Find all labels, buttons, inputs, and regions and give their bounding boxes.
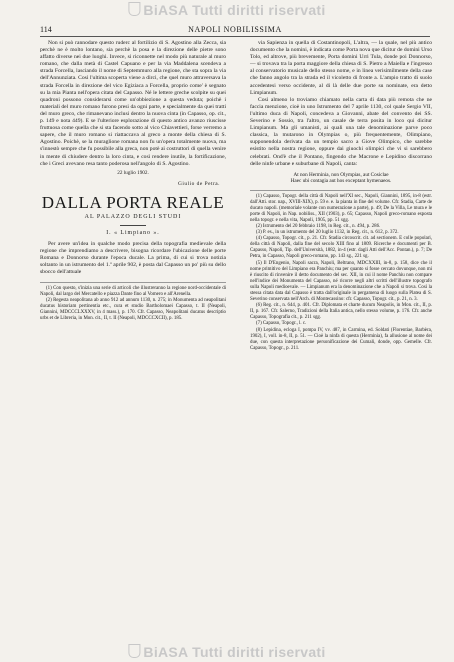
body-paragraph: Così almeno lo troviamo chiamato nella carta di data più remota che ne faccia menzione, cioè in uno Istrumento del 7 aprile 1130, col quale Sergio VII, l'ultimo duca di Napoli, concedeva a Giovanni, abate del convento dei SS. Severino e Sossio, tra l'altro, un casale de terra posita in loco qui dicitur Limpianum. Ma gli umanisti, ai quali una tale denominazione parve poco classica, la mutarono in Olympias o, più frequentemente, Olimpiano, supponendola derivata da un tempio sacro a Giove Olimpico, che sarebbe esistito nella nostra regione, oppure dai giuochi olimpici che vi si sarebbero celebrati. Ond'è che il Pontano, fingendo che Macrone e Lepidino discorrano delle ninfe urbane e suburbane di Napoli, canta:: [250, 96, 432, 167]
watermark-text: BiASA Tutti diritti riservati: [143, 2, 326, 18]
left-column: [40, 40, 226, 322]
article-subtitle: AL PALAZZO DEGLI STUDI: [84, 213, 182, 220]
watermark-text: BiASA Tutti diritti riservati: [143, 644, 326, 660]
title-divider: [120, 225, 146, 226]
right-column: [250, 40, 432, 352]
article-date: 22 luglio 1902.: [117, 169, 149, 176]
intro-paragraph: Per avere un'idea in qualche modo precisa della topografia medievale della regione che imprendiamo a descrivere, bisogna ricordare l'ubicazione delle porte Romana e Donnorso durante l'epoca ducale. La prima, di cui si trova notizia soltanto in un istrumento del 1.º aprile 902, è posta dal Capasso un po' più su dello sbocco dell'attuale: [40, 241, 226, 276]
library-shield-icon: [128, 644, 140, 658]
watermark-top: [128, 2, 325, 18]
footnotes-right: [250, 190, 432, 352]
footnotes-left: [40, 282, 226, 323]
footnote: (3) P. es., in un istrumento del 20 luglio 1132, in Reg. cit., n. 612, p. 372.: [256, 230, 399, 236]
footnote: (1) Con questo, s'inizia una serie di articoli che illustreranno la regione nord-occidentale di Napoli, dal largo del Mercatello e piazza Dante fino al Vomero e all'Arenella.: [40, 285, 226, 297]
watermark-bottom: [128, 644, 325, 660]
section-heading: I. « Limpiano ».: [106, 229, 160, 236]
footnote: (2) Istrumento del 20 febbraio 1198, in Reg. cit., n. 494, p. 286.: [256, 223, 381, 229]
footnote: (1) Capasso, Topogr. della città di Napoli nell'XI sec., Napoli, Giannini, 1895, in-8 (estr. dall'Atti. stor. nap., XVIII-XIX), p. 59 e. e. la pianta in fine del volume. Cfr. Stadia, Carte de ducato napoli. (memoriale volante con numerazione a parte), p. 49; De la Villa, Le mura e le porte di Napoli, in Nap. nobiliss., XII (1903), p. 65; Capasso, Napoli greco-romano esposta nella topogr. e nella vita, Napoli, 1905, pp. 51 sgg.: [250, 193, 432, 223]
verse-line: Haec ubi contagia aut hos exceptant hymenaeos.: [290, 178, 392, 185]
author-signature: Giulio de Petra.: [178, 180, 220, 187]
running-head: NAPOLI NOBILISSIMA: [188, 25, 282, 34]
footnote: (4) Capasso, Topogr. cit., p. 21. Cfr. Stadia circoscrit. cit. ad sectionem. E colle popolari, della città di Napoli, dalla fine del secolo XIII fino al 1809. Ricerche e documenti per B. Capasso, Napoli, Tip. dell'Università, 1882, in-4 (estr. dagli Atti dell'Acc. Pontan.), p. 7; De Petra, in Capasso, Napoli greco-romano, pp. 143 sg., 221 sg.: [250, 236, 432, 260]
footnote: (7) Capasso, Topogr., l. c.: [256, 321, 307, 327]
header-rule: [40, 36, 430, 37]
verse-line: At non Herminia, non Olympias, aut Cosiclae: [293, 171, 389, 178]
article-title: DALLA PORTA REALE: [41, 192, 225, 212]
footnote: (2) Regesta neapolitana ab anno 912 ad annum 1130, n. 275; in Monumenta ad neapolitani ducatus historiam pertinentia etc., cura et studio Bartholomaei Capasso, t. II (Neapoli, Giannini, MDCCCLXXXV, in 4 mass.), p. 170. Cfr. Capasso, Neapolitani ducatus descriptio urbs et de Libreria, in Mon. cit., II, t. II (Neapoli, MDCCCXCII), p. 185.: [40, 297, 226, 321]
page-number: 114: [40, 25, 52, 34]
library-shield-icon: [128, 2, 140, 16]
body-paragraph: via Sapienza in quella di Costantinopoli, L'altra, — la quale, nel più antico documento che la nomini, è indicata come Porta nova que dicitur de domini Urso Tolo, ed altrove, più brevemente, Porta domini Urri Tula, donde poi Donnorso, — si trovava tra la porta maggiore della chiesa di S. Pietro a Maiella e l'ingresso al conservatorio musicale dello stesso nome, e in linea verisimilmente della case che fanno angolo tra la strada ed il vicoletto di fronte a. L'ampio tratto di suolo accedentesi verso occidente, al di là delle due porte su nominate, era detto Limpianum.: [250, 40, 432, 96]
footnote: (8) Lepidina, ecloga I, pompa IV, vv. 487, in Carmina, ed. Soldati (Florentiae, Barbèra, 1902), I, voll. in-8, II, p. 51. — Cioè la ninfa di questa (Herminia), fa allusione al nome dei due, con questa interpretazione personificazione dei Cumali, donde, opp. Gemelle. Cfr. Capasso, Topogr., p. 211.: [250, 327, 432, 351]
footnote: (5) Il D'Engenio, Napoli sacra, Napoli, Beltrano, MDCXXIII, in-8, p. 158, dice che il nome primitivo del Limpiano era Panchiu; ma per quanto si fosse cercato dovunque, non mi è riuscito di rinvenire il detto documento del sec. XII, in cui il nome Panchiu non compare nell'indice dei Monumenta del Capasso, né ricorre negli altri scritti dell'illustre topografo sulla Napoli medioevale. — Limpianum era la denominazione che a Napoli si trova. Così la stessa citata data dal Capasso è tratta dall'originale in pergamena di luogo sulla Platea di S. Severino conservata nell'Arch. di Montecassino: cfr. Capasso, Topogr. cit., p. 21, n. 3.: [250, 260, 432, 303]
body-paragraph: Non si può rannodare questo ruderc al fortilizio di S. Agostino alla Zecca, sia perchè ne è molto lontano, sia perchè la posa e la direzione delle pietre sono affatto diverse nei due luoghi. Invece, si riconnette nel modo più naturale al muro romano, che dalla metà di Castel Capuano e per la via Maddalena scendeva a strada Forcella, lasciando il nome di Septemmuro alla regione, che sta sopra la via dell'Annunziata. Così l'ultima scoperta viene a dirci, che quel muro attraversava la strada Forcella in direzione del vico Egiziaca a Forcella, proprio come' è segnato su la mia Pianta nell'opera citata del Capasso. Né le lettere greche scolpite su quei quadroni possono considerarsi come un'obbiezione a questa veduta; poichè i materiali del muro romano furono presi da ogni parte, e specialmente da quei tratti del muro greco, che rimanevano inclusi dentro la nuova cinta (in Capasso, op. cit., p. 149 e nota 449). E se l'ulteriore esplorazione di questo antico avanzo riuscisse fruttuosa come quella che si sta facendo sotto al vico Chiavettieri, forse verremo a sapere, che il muro romano si riattaccava al greco a monte della chiesa di S. Agostino. Poichè, se la muraglione romana non fu un'opera totalmente nuova, ma s'innestò sempre che fu possibile alla greca, non potè ai costruttori di quella venire in mente di chiudere dentro la loro cinta, e così rendere inutile, la fortificazione, che i Greci avevano resa tanto poderosa nell'angolo di S. Agostino.: [40, 40, 226, 167]
verse-quote: [250, 172, 432, 185]
footnote: (6) Reg. cit., n. 644, p. 401. Cfr. Diplomata et charte ducum Neapolis, in Mon. cit., II, p. II, p. 167. Cfr. Salerno, Tradizioni della Italia antica, nello stesso volume, p. 176. Cfr. anche Capasso, Topografia cit., p. 211 sgg.: [250, 303, 432, 321]
